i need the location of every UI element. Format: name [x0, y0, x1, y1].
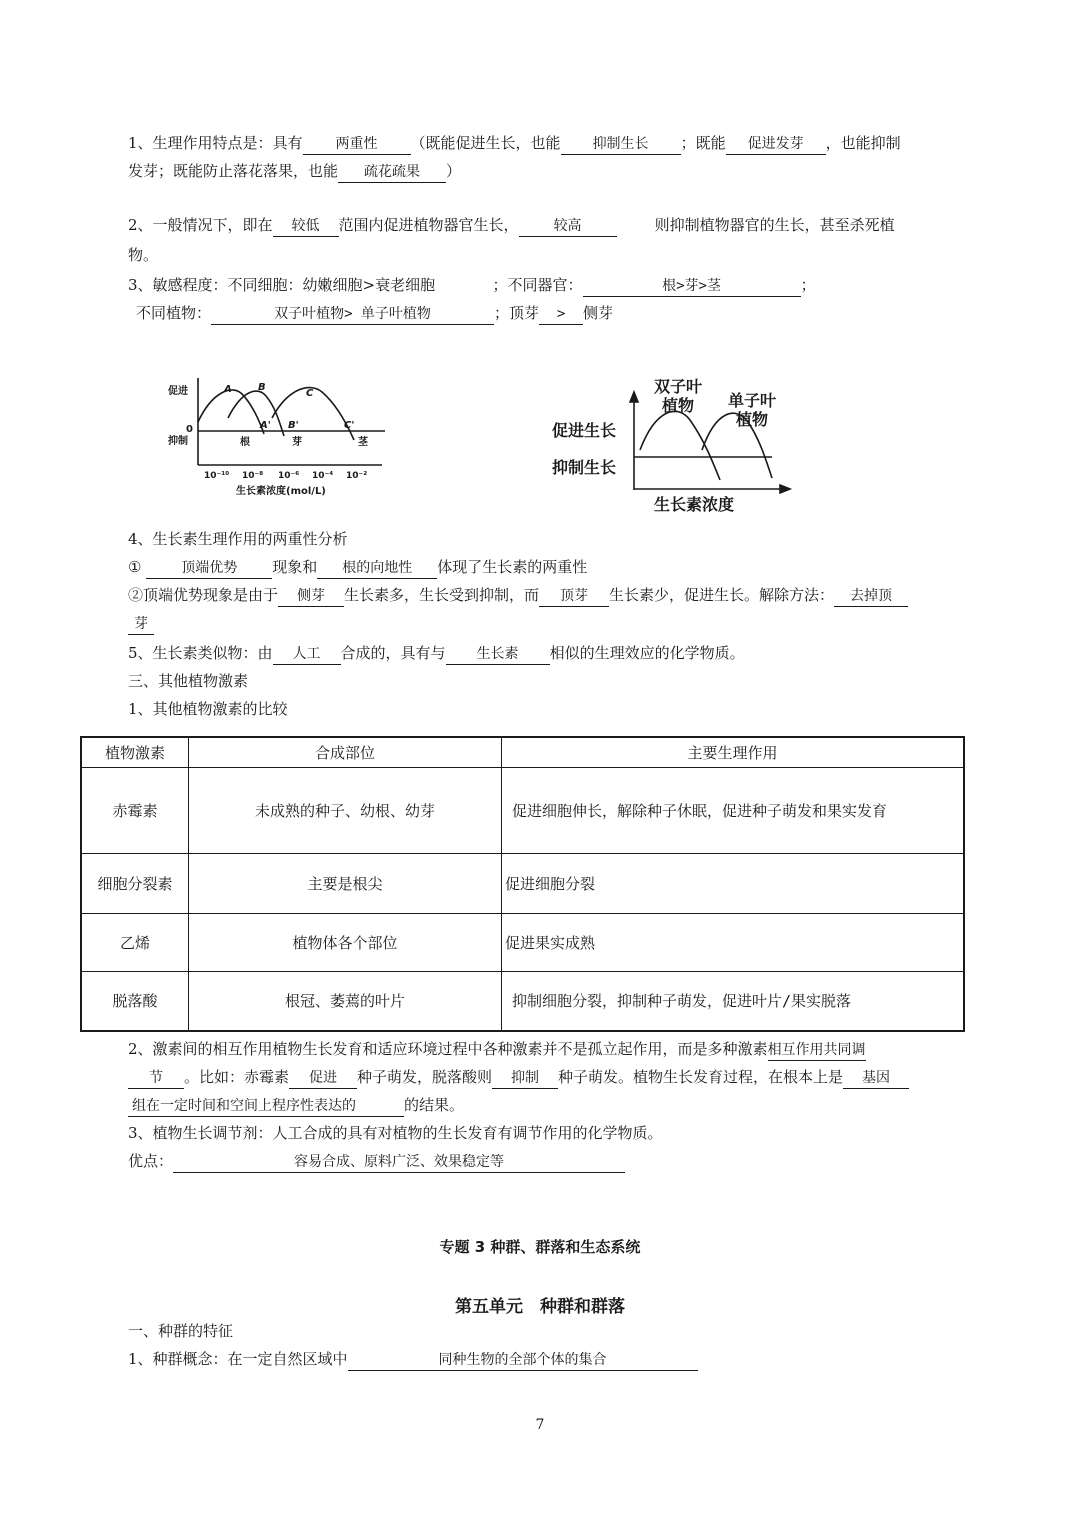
line-4-3: ②顶端优势现象是由于 侧芽 生长素多，生长受到抑制，而 顶芽 生长素少，促进生长。解除方法： 去掉顶	[128, 584, 908, 607]
table-cell: 赤霉素	[81, 767, 189, 853]
table-cell: 主要是根尖	[189, 853, 502, 913]
peak-label: C	[306, 388, 314, 399]
series-label: 双子叶	[654, 377, 703, 396]
blank: 相互作用共同调	[768, 1040, 866, 1061]
table-cell: 促进细胞伸长，解除种子休眠，促进种子萌发和果实发育	[502, 767, 965, 853]
blank: 生长素	[446, 644, 550, 665]
blank: 组在一定时间和空间上程序性表达的	[128, 1096, 404, 1117]
line-9: 1、种群概念：在一定自然区域中 同种生物的全部个体的集合	[128, 1348, 698, 1371]
blank: 根>芽>茎	[583, 276, 801, 297]
figure-auxin-organs	[160, 370, 400, 502]
table-row	[81, 767, 964, 853]
series-label: 植物	[662, 396, 695, 415]
blank: 节	[128, 1068, 184, 1089]
series-label: 单子叶	[728, 391, 777, 410]
table-row	[81, 853, 964, 913]
line-1-1: 1、生理作用特点是：具有 两重性 （既能促进生长，也能 抑制生长 ；既能 促进发芽 ，也能抑制	[128, 132, 901, 155]
table-cell: 未成熟的种子、幼根、幼芽	[189, 767, 502, 853]
line-5: 5、生长素类似物：由 人工 合成的，具有与 生长素 相似的生理效应的化学物质。	[128, 642, 745, 665]
series-label: 植物	[736, 410, 769, 429]
line-2-2: 物。	[128, 246, 159, 264]
blank: 顶端优势	[146, 558, 272, 579]
line-4-4	[128, 612, 154, 635]
line-3-2: 不同植物： 双子叶植物> 单子叶植物 ；顶芽 > 侧芽	[136, 302, 613, 325]
table-cell: 抑制细胞分裂，抑制种子萌发，促进叶片/果实脱落	[502, 971, 965, 1031]
section-heading: 一、种群的特征	[128, 1322, 234, 1340]
table-cell: 植物体各个部位	[189, 913, 502, 971]
cross-label: B'	[288, 420, 299, 431]
table-cell: 脱落酸	[81, 971, 189, 1031]
y-label-up: 促进生长	[552, 421, 617, 440]
blank: 去掉顶	[834, 586, 908, 607]
peak-label: B	[258, 382, 266, 393]
line-7-1: 2、激素间的相互作用植物生长发育和适应环境过程中各种激素并不是孤立起作用，而是多种激素相互作用共同调	[128, 1038, 866, 1061]
table-header-row	[81, 737, 964, 767]
line-4-1: 4、生长素生理作用的两重性分析	[128, 530, 348, 548]
organ-label: 根	[240, 437, 250, 448]
x-tick: 10⁻⁸	[242, 471, 264, 481]
x-tick: 10⁻¹⁰	[204, 471, 230, 481]
blank: 根的向地性	[317, 558, 437, 579]
y-label-up: 促进	[168, 386, 188, 397]
organ-label: 茎	[358, 437, 368, 448]
line-8-1: 3、植物生长调节剂：人工合成的具有对植物的生长发育有调节作用的化学物质。	[128, 1124, 663, 1142]
topic-title: 专题 3 种群、群落和生态系统	[439, 1238, 641, 1256]
line-6: 1、其他植物激素的比较	[128, 700, 288, 718]
blank: >	[539, 304, 583, 325]
y-label-zero: 0	[186, 424, 193, 435]
line-7-3: 组在一定时间和空间上程序性表达的 的结果。	[128, 1094, 464, 1117]
x-axis-label: 生长素浓度(mol/L)	[236, 486, 326, 497]
line-2-1: 2、一般情况下，即在 较低 范围内促进植物器官生长， 较高 则抑制植物器官的生长，甚至杀死植	[128, 214, 895, 237]
blank: 容易合成、原料广泛、效果稳定等	[173, 1152, 625, 1173]
section-heading: 三、其他植物激素	[128, 672, 249, 690]
blank: 促进	[289, 1068, 357, 1089]
table-cell: 根冠、萎蔫的叶片	[189, 971, 502, 1031]
table-cell: 乙烯	[81, 913, 189, 971]
blank: 两重性	[303, 134, 411, 155]
blank: 顶芽	[539, 586, 609, 607]
x-tick: 10⁻²	[346, 471, 368, 481]
organ-label: 芽	[292, 437, 302, 448]
line-8-2: 优点： 容易合成、原料广泛、效果稳定等	[128, 1150, 625, 1173]
table-cell: 细胞分裂素	[81, 853, 189, 913]
blank: 芽	[128, 614, 154, 635]
figure-auxin-plants	[548, 368, 798, 518]
blank: 双子叶植物> 单子叶植物	[211, 304, 494, 325]
table-header: 合成部位	[189, 737, 502, 767]
cross-label: A'	[260, 420, 271, 431]
x-tick: 10⁻⁶	[278, 471, 300, 481]
blank: 人工	[273, 644, 341, 665]
line-1-2: 发芽；既能防止落花落果，也能 疏花疏果 ）	[128, 160, 461, 183]
y-label-down: 抑制生长	[552, 458, 617, 477]
line-3-1: 3、敏感程度：不同细胞：幼嫩细胞>衰老细胞 ；不同器官： 根>芽>茎 ；	[128, 274, 816, 297]
blank: 较低	[273, 216, 339, 237]
blank: 促进发芽	[726, 134, 826, 155]
table-header: 主要生理作用	[502, 737, 965, 767]
blank: 同种生物的全部个体的集合	[348, 1350, 698, 1371]
blank: 抑制	[492, 1068, 558, 1089]
table-cell: 促进果实成熟	[502, 913, 965, 971]
peak-label: A	[224, 384, 232, 395]
blank: 基因	[843, 1068, 909, 1089]
table-row	[81, 971, 964, 1031]
table-row	[81, 913, 964, 971]
y-label-down: 抑制	[168, 436, 188, 447]
line-4-2: ① 顶端优势 现象和 根的向地性 体现了生长素的两重性	[128, 556, 587, 579]
blank: 侧芽	[278, 586, 344, 607]
blank: 疏花疏果	[338, 162, 446, 183]
blank: 较高	[519, 216, 617, 237]
x-tick: 10⁻⁴	[312, 471, 334, 481]
cross-label: C'	[344, 420, 355, 431]
table-cell: 促进细胞分裂	[502, 853, 965, 913]
table-header: 植物激素	[81, 737, 189, 767]
x-axis-label: 生长素浓度	[654, 495, 735, 514]
hormone-table	[80, 736, 965, 1032]
line-7-2: 节 。比如：赤霉素 促进 种子萌发，脱落酸则 抑制 种子萌发。植物生长发育过程，在根本上是 基因	[128, 1066, 909, 1089]
blank: 抑制生长	[561, 134, 681, 155]
page-number: 7	[535, 1417, 545, 1433]
unit-title: 第五单元 种群和群落	[455, 1297, 625, 1317]
